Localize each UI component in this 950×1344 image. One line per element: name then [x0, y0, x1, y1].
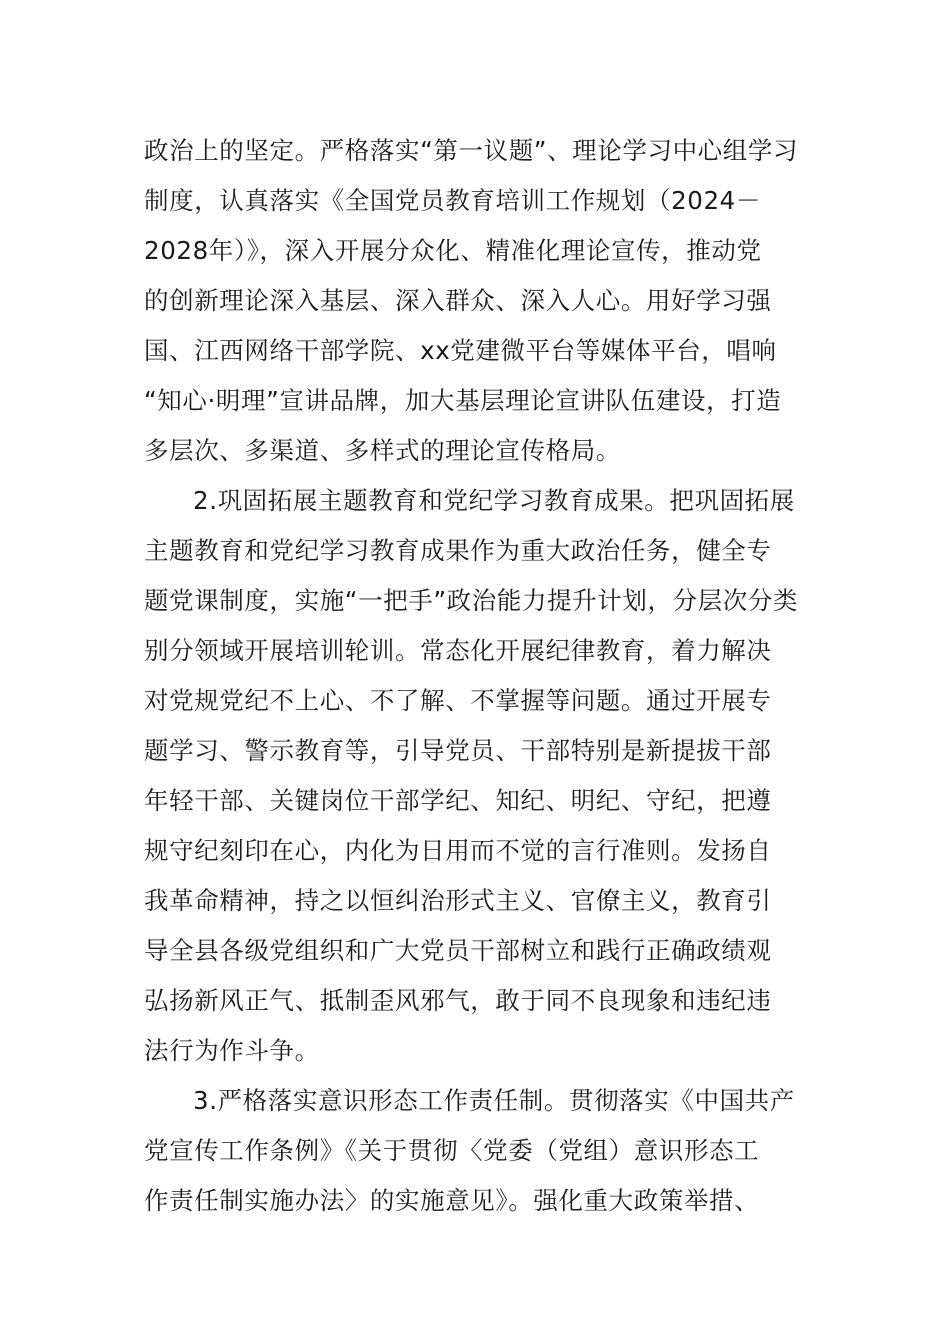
text-line: “知心·明理”宣讲品牌，加大基层理论宣讲队伍建设，打造 [144, 386, 782, 415]
text-line: 对党规党纪不上心、不了解、不掌握等问题。通过开展专 [144, 686, 772, 715]
text-line: 党宣传工作条例》《关于贯彻〈党委（党组）意识形态工 [144, 1136, 760, 1165]
text-line: 题学习、警示教育等，引导党员、干部特别是新提拔干部 [144, 736, 772, 765]
document-body [144, 126, 808, 1226]
paragraph-heading-3: 3.严格落实意识形态工作责任制。贯彻落实《中国共产 [193, 1086, 795, 1115]
paragraph-heading-2: 2.巩固拓展主题教育和党纪学习教育成果。把巩固拓展 [193, 486, 795, 515]
text-line: 我革命精神，持之以恒纠治形式主义、官僚主义，教育引 [144, 886, 772, 915]
text-line: 规守纪刻印在心，内化为日用而不觉的言行准则。发扬自 [144, 836, 772, 865]
text-line: 多层次、多渠道、多样式的理论宣传格局。 [144, 436, 621, 465]
text-line: 年轻干部、关键岗位干部学纪、知纪、明纪、守纪，把遵 [144, 786, 772, 815]
text-line: 政治上的坚定。严格落实“第一议题”、理论学习中心组学习 [144, 136, 799, 165]
text-line: 2028年）》，深入开展分众化、精准化理论宣传，推动党 [144, 236, 762, 265]
text-line: 国、江西网络干部学院、xx党建微平台等媒体平台，唱响 [144, 336, 777, 365]
text-line: 主题教育和党纪学习教育成果作为重大政治任务，健全专 [144, 536, 772, 565]
text-line: 法行为作斗争。 [144, 1036, 320, 1065]
text-line: 的创新理论深入基层、深入群众、深入人心。用好学习强 [144, 286, 772, 315]
text-line: 作责任制实施办法〉的实施意见》。强化重大政策举措、 [144, 1186, 760, 1215]
text-line: 弘扬新风正气、抵制歪风邪气，敢于同不良现象和违纪违 [144, 986, 772, 1015]
text-line: 导全县各级党组织和广大党员干部树立和践行正确政绩观 [144, 936, 772, 965]
text-line: 题党课制度，实施“一把手”政治能力提升计划，分层次分类 [144, 586, 799, 615]
text-line: 别分领域开展培训轮训。常态化开展纪律教育，着力解决 [144, 636, 772, 665]
text-line: 制度，认真落实《全国党员教育培训工作规划（2024－ [144, 186, 761, 215]
